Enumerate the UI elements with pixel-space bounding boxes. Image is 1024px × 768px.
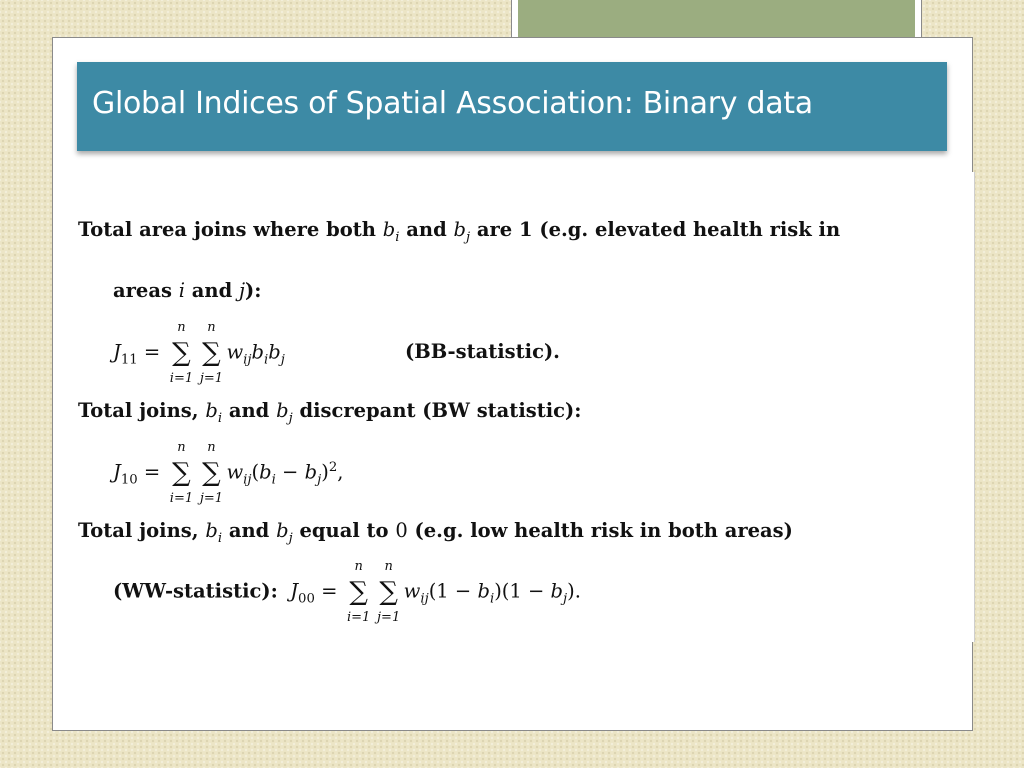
paren: ): [321, 460, 329, 484]
equals-sign: =: [314, 579, 344, 603]
number-zero: 0: [395, 519, 408, 542]
ww-statistic-label: (WW-statistic):: [113, 579, 278, 603]
sigma-icon: ∑: [349, 577, 368, 607]
subscript: j: [465, 229, 471, 245]
subscript: j: [280, 352, 285, 368]
var-b: b: [382, 218, 396, 241]
var-b: b: [205, 519, 218, 542]
sigma-icon: ∑: [379, 577, 398, 607]
superscript: 2: [328, 460, 338, 475]
text-line-1: [78, 218, 841, 245]
text-segment: discrepant (BW statistic):: [292, 399, 582, 422]
summation-j: [374, 559, 404, 625]
sum-lower-limit: i=1: [169, 491, 194, 506]
equation-bb: [113, 320, 285, 386]
sum-upper-limit: n: [207, 320, 216, 335]
var-J: J: [113, 340, 121, 364]
text-segment: and: [222, 519, 277, 542]
sum-upper-limit: n: [207, 440, 216, 455]
var-w: w: [226, 460, 244, 484]
subscript: j: [563, 591, 568, 607]
text-line-4: [78, 519, 793, 546]
subscript: i: [264, 352, 269, 368]
var-b: b: [550, 579, 564, 603]
text-segment: Total joins,: [78, 519, 206, 542]
sum-lower-limit: j=1: [199, 371, 224, 386]
subscript: i: [217, 530, 223, 546]
comma: ,: [337, 460, 344, 484]
math-content: [60, 172, 975, 642]
sum-lower-limit: j=1: [377, 610, 401, 625]
text-line-2: [113, 279, 261, 302]
paren-period: ).: [567, 579, 581, 603]
text-segment: and: [399, 218, 454, 241]
summation-i: [344, 559, 374, 625]
var-b: b: [304, 460, 318, 484]
sum-lower-limit: i=1: [169, 371, 194, 386]
subscript: i: [217, 410, 223, 426]
var-b: b: [276, 519, 289, 542]
bb-statistic-label: (BB-statistic).: [405, 340, 560, 363]
var-b: b: [251, 340, 264, 364]
equation-bw: [113, 440, 344, 506]
subscript: 10: [120, 472, 138, 488]
subscript: j: [317, 472, 322, 488]
var-i: i: [178, 279, 185, 302]
subscript: 11: [120, 352, 138, 368]
sigma-icon: ∑: [172, 458, 191, 488]
sum-upper-limit: n: [177, 320, 186, 335]
subscript: i: [271, 472, 276, 488]
sigma-icon: ∑: [202, 458, 221, 488]
var-b: b: [477, 579, 490, 603]
equals-sign: =: [137, 460, 167, 484]
sum-upper-limit: n: [354, 559, 363, 574]
summation-i: [166, 440, 196, 506]
var-w: w: [226, 340, 244, 364]
text-segment: and: [222, 399, 277, 422]
text-segment: are 1 (e.g. elevated health risk in: [470, 218, 841, 241]
var-J: J: [290, 579, 299, 603]
var-b: b: [259, 460, 272, 484]
sigma-icon: ∑: [172, 338, 191, 368]
var-b: b: [205, 399, 218, 422]
var-b: b: [453, 218, 466, 241]
var-j: j: [239, 279, 246, 302]
text-segment: ):: [245, 279, 262, 302]
sum-lower-limit: j=1: [199, 491, 224, 506]
paren: (: [251, 460, 260, 484]
title-bar: [77, 62, 947, 151]
var-J: J: [113, 460, 121, 484]
text-segment: areas: [113, 279, 179, 302]
one-minus: (1 −: [428, 579, 478, 603]
text-segment: and: [184, 279, 239, 302]
subscript: ij: [243, 472, 252, 488]
one-minus: )(1 −: [494, 579, 551, 603]
minus-sign: −: [275, 460, 305, 484]
var-b: b: [268, 340, 281, 364]
summation-j: [196, 320, 226, 386]
subscript: j: [288, 530, 293, 546]
var-w: w: [403, 579, 421, 603]
var-b: b: [276, 399, 289, 422]
sum-lower-limit: i=1: [346, 610, 371, 625]
subscript: ij: [420, 591, 429, 607]
sum-upper-limit: n: [177, 440, 186, 455]
text-segment: Total joins,: [78, 399, 206, 422]
subscript: 00: [298, 591, 315, 607]
text-segment: (e.g. low health risk in both areas): [407, 519, 793, 542]
summation-j: [196, 440, 226, 506]
text-segment: Total area joins where both: [78, 218, 383, 241]
subscript: i: [395, 229, 400, 245]
text-segment: equal to: [292, 519, 396, 542]
slide-title: Global Indices of Spatial Association: Binary data: [92, 86, 813, 121]
equation-ww: [113, 559, 581, 625]
sum-upper-limit: n: [384, 559, 393, 574]
summation-i: [166, 320, 196, 386]
sigma-icon: ∑: [202, 338, 221, 368]
subscript: i: [489, 591, 495, 607]
equals-sign: =: [137, 340, 167, 364]
subscript: j: [288, 410, 293, 426]
text-line-3: [78, 399, 582, 426]
subscript: ij: [243, 352, 252, 368]
